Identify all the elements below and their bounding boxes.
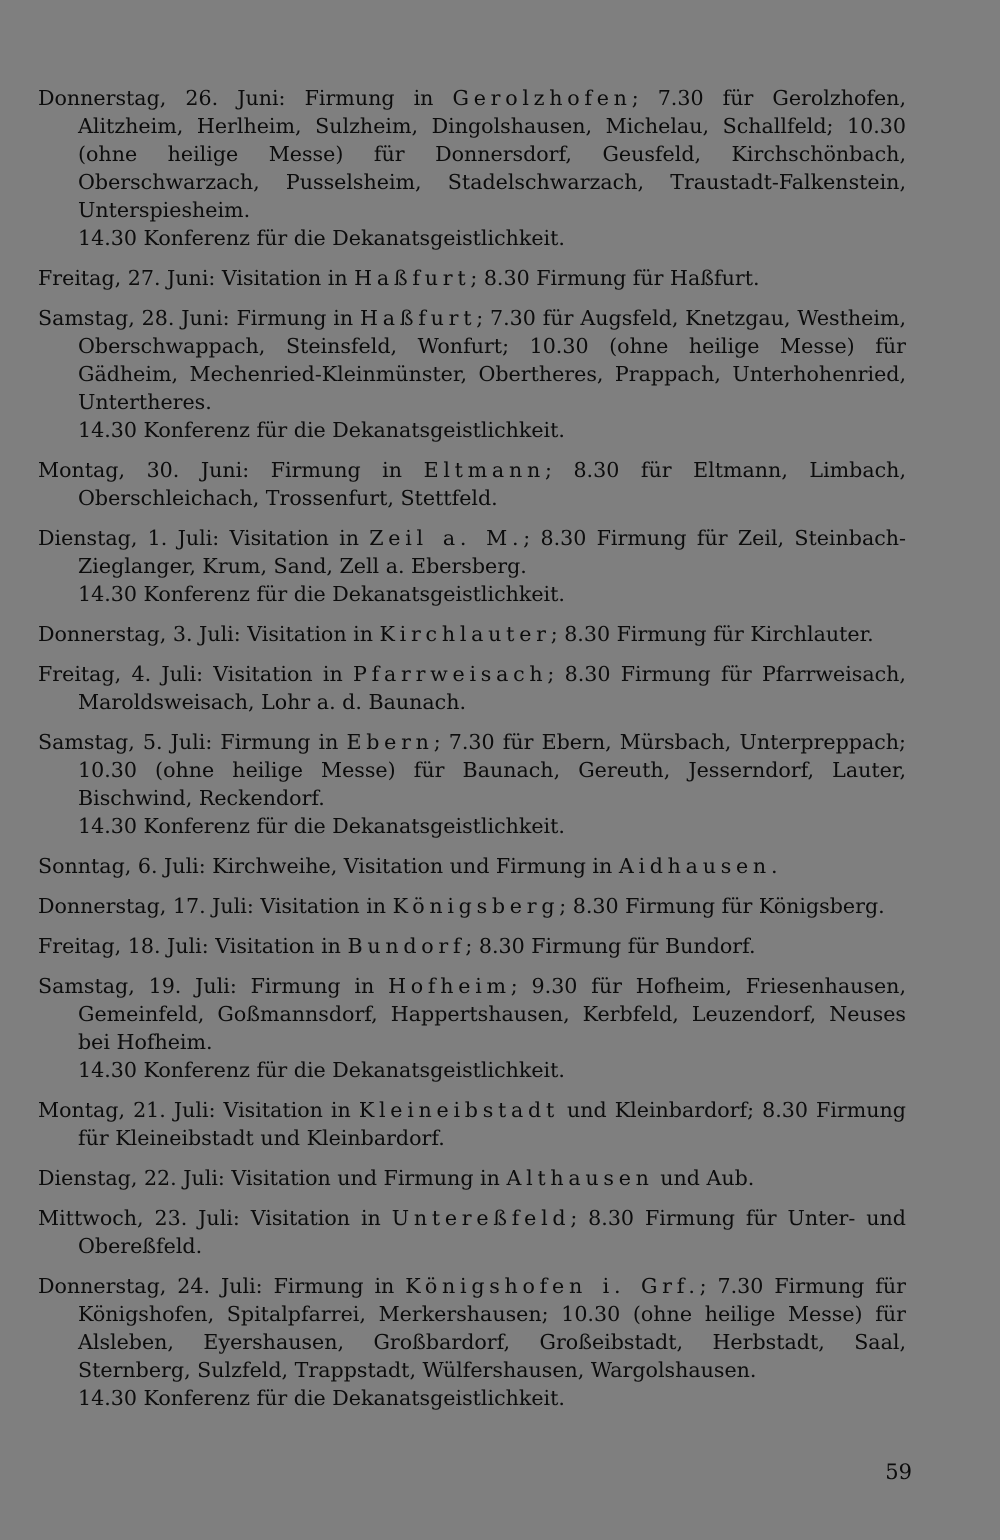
entry-event: Firmung in xyxy=(236,974,389,998)
entry-date: Freitag, 27. Juni: xyxy=(38,266,216,290)
entry-conference: 14.30 Konferenz für die Dekanatsgeistlichkeit. xyxy=(78,582,565,606)
schedule-entry xyxy=(38,1204,906,1260)
entry-place: Ebern xyxy=(346,730,434,754)
entry-event: Firmung in xyxy=(249,458,424,482)
entry-event: Visitation in xyxy=(208,934,348,958)
entry-place: Zeil a. M. xyxy=(369,526,524,550)
entry-text xyxy=(38,932,906,960)
entry-place: Untereßfeld xyxy=(391,1206,571,1230)
entry-text xyxy=(38,524,906,580)
entry-text xyxy=(38,852,906,880)
schedule-entry xyxy=(38,1272,906,1412)
entry-date: Donnerstag, 24. Juli: xyxy=(38,1274,263,1298)
entry-place: Eltmann xyxy=(423,458,545,482)
entry-event: Firmung in xyxy=(212,730,347,754)
entry-event: Visitation in xyxy=(253,894,393,918)
entry-details: ; 8.30 Firmung für Königsberg. xyxy=(559,894,885,918)
entry-conference: 14.30 Konferenz für die Dekanatsgeistlichkeit. xyxy=(78,418,565,442)
entry-text xyxy=(38,1272,906,1384)
entry-details: ; 9.30 für Hofheim, Friesenhausen, Gemeinfeld, Goßmannsdorf, Happertshausen, Kerbfeld, Leuzendorf, Neuses bei Hofheim. xyxy=(78,974,906,1054)
entry-details: und Aub. xyxy=(653,1166,755,1190)
entry-date: Donnerstag, 3. Juli: xyxy=(38,622,241,646)
entry-text xyxy=(38,456,906,512)
entry-details: ; 8.30 Firmung für Zeil, Steinbach-Zieglanger, Krum, Sand, Zell a. Ebersberg. xyxy=(78,526,906,578)
entry-conference: 14.30 Konferenz für die Dekanatsgeistlichkeit. xyxy=(78,814,565,838)
entry-place: Haßfurt xyxy=(360,306,477,330)
entry-date: Freitag, 18. Juli: xyxy=(38,934,209,958)
entry-place: Bundorf xyxy=(347,934,466,958)
entry-date: Samstag, 28. Juni: xyxy=(38,306,230,330)
entry-text xyxy=(38,892,906,920)
entry-text xyxy=(38,1164,906,1192)
schedule-page xyxy=(38,84,906,1424)
entry-date: Freitag, 4. Juli: xyxy=(38,662,204,686)
entry-details: ; 8.30 Firmung für Pfarrweisach, Maroldsweisach, Lohr a. d. Baunach. xyxy=(78,662,906,714)
entry-text xyxy=(38,620,906,648)
entry-details: ; 8.30 für Eltmann, Limbach, Oberschleichach, Trossenfurt, Stettfeld. xyxy=(78,458,906,510)
entry-place: Pfarrweisach xyxy=(353,662,548,686)
schedule-entry xyxy=(38,728,906,840)
schedule-entry xyxy=(38,620,906,648)
entry-date: Mittwoch, 23. Juli: xyxy=(38,1206,240,1230)
schedule-entry xyxy=(38,264,906,292)
entry-text xyxy=(38,728,906,812)
entry-date: Samstag, 19. Juli: xyxy=(38,974,237,998)
schedule-entry xyxy=(38,84,906,252)
entry-event: Visitation in xyxy=(240,622,380,646)
entry-date: Montag, 21. Juli: xyxy=(38,1098,216,1122)
schedule-entry xyxy=(38,1164,906,1192)
entry-place: Althausen xyxy=(506,1166,654,1190)
entry-place: Hofheim xyxy=(388,974,511,998)
entry-details: ; 8.30 Firmung für Unter- und Obereßfeld. xyxy=(78,1206,906,1258)
entry-event: Visitation in xyxy=(215,1098,359,1122)
entry-place: Kirchlauter xyxy=(379,622,551,646)
entry-place: Königshofen i. Grf. xyxy=(405,1274,700,1298)
entry-event: Visitation in xyxy=(203,662,354,686)
schedule-entry xyxy=(38,660,906,716)
entry-date: Dienstag, 1. Juli: xyxy=(38,526,220,550)
entry-details: und Kleinbardorf; 8.30 Firmung für Kleineibstadt und Kleinbardorf. xyxy=(78,1098,906,1150)
entry-date: Sonntag, 6. Juli: xyxy=(38,854,206,878)
entry-details: ; 7.30 für Augsfeld, Knetzgau, Westheim, Oberschwappach, Steinsfeld, Wonfurt; 10.30 (ohne heilige Messe) für Gädheim, Mechenried-Kleinmünster, Obertheres, Prappach, Unterhohenried, Untertheres. xyxy=(78,306,907,414)
entry-text xyxy=(38,304,906,416)
entry-event: Visitation in xyxy=(215,266,355,290)
entry-place: Aidhausen xyxy=(618,854,771,878)
entry-date: Samstag, 5. Juli: xyxy=(38,730,213,754)
entry-details: ; 7.30 Firmung für Königshofen, Spitalpfarrei, Merkershausen; 10.30 (ohne heilige Messe) für Alsleben, Eyershausen, Großbardorf, Großeibstadt, Herbstadt, Saal, Sternberg, Sulzfeld, Trappstadt, Wülfershausen, Wargolshausen. xyxy=(78,1274,906,1382)
schedule-entry xyxy=(38,852,906,880)
entry-place: Gerolzhofen xyxy=(452,86,632,110)
schedule-entry xyxy=(38,892,906,920)
schedule-entry xyxy=(38,304,906,444)
entry-event: Visitation und Firmung in xyxy=(224,1166,507,1190)
entry-conference: 14.30 Konferenz für die Dekanatsgeistlichkeit. xyxy=(78,226,565,250)
schedule-entry xyxy=(38,524,906,608)
schedule-entry xyxy=(38,456,906,512)
entry-conference: 14.30 Konferenz für die Dekanatsgeistlichkeit. xyxy=(78,1386,565,1410)
entry-date: Donnerstag, 17. Juli: xyxy=(38,894,254,918)
entry-details: ; 7.30 für Gerolzhofen, Alitzheim, Herlheim, Sulzheim, Dingolshausen, Michelau, Schallfeld; 10.30 (ohne heilige Messe) für Donnersdorf, Geusfeld, Kirchschönbach, Oberschwarzach, Pusselsheim, Stadelschwarzach, Traustadt-Falkenstein, Unterspiesheim. xyxy=(78,86,906,222)
entry-details: ; 8.30 Firmung für Bundorf. xyxy=(465,934,756,958)
entry-details: ; 8.30 Firmung für Kirchlauter. xyxy=(550,622,874,646)
entry-text xyxy=(38,660,906,716)
entry-details: ; 7.30 für Ebern, Mürsbach, Unterpreppach; 10.30 (ohne heilige Messe) für Baunach, Gereuth, Jesserndorf, Lauter, Bischwind, Reckendorf. xyxy=(78,730,906,810)
entry-details: . xyxy=(770,854,778,878)
entry-text xyxy=(38,264,906,292)
schedule-entry xyxy=(38,972,906,1084)
entry-date: Montag, 30. Juni: xyxy=(38,458,250,482)
entry-date: Dienstag, 22. Juli: xyxy=(38,1166,225,1190)
entry-place: Kleineibstadt xyxy=(358,1098,559,1122)
schedule-entry xyxy=(38,1096,906,1152)
entry-details: ; 8.30 Firmung für Haßfurt. xyxy=(470,266,760,290)
entry-event: Visitation in xyxy=(239,1206,392,1230)
entry-place: Königsberg xyxy=(392,894,560,918)
page-number: 59 xyxy=(885,1460,912,1484)
entry-event: Firmung in xyxy=(285,86,453,110)
entry-event: Firmung in xyxy=(229,306,361,330)
schedule-entry xyxy=(38,932,906,960)
entry-text xyxy=(38,1204,906,1260)
entry-text xyxy=(38,1096,906,1152)
entry-event: Kirchweihe, Visitation und Firmung in xyxy=(205,854,619,878)
entry-text xyxy=(38,972,906,1056)
entry-event: Visitation in xyxy=(219,526,370,550)
entry-event: Firmung in xyxy=(262,1274,406,1298)
entry-date: Donnerstag, 26. Juni: xyxy=(38,86,286,110)
entry-text xyxy=(38,84,906,224)
entry-conference: 14.30 Konferenz für die Dekanatsgeistlichkeit. xyxy=(78,1058,565,1082)
entry-place: Haßfurt xyxy=(354,266,471,290)
